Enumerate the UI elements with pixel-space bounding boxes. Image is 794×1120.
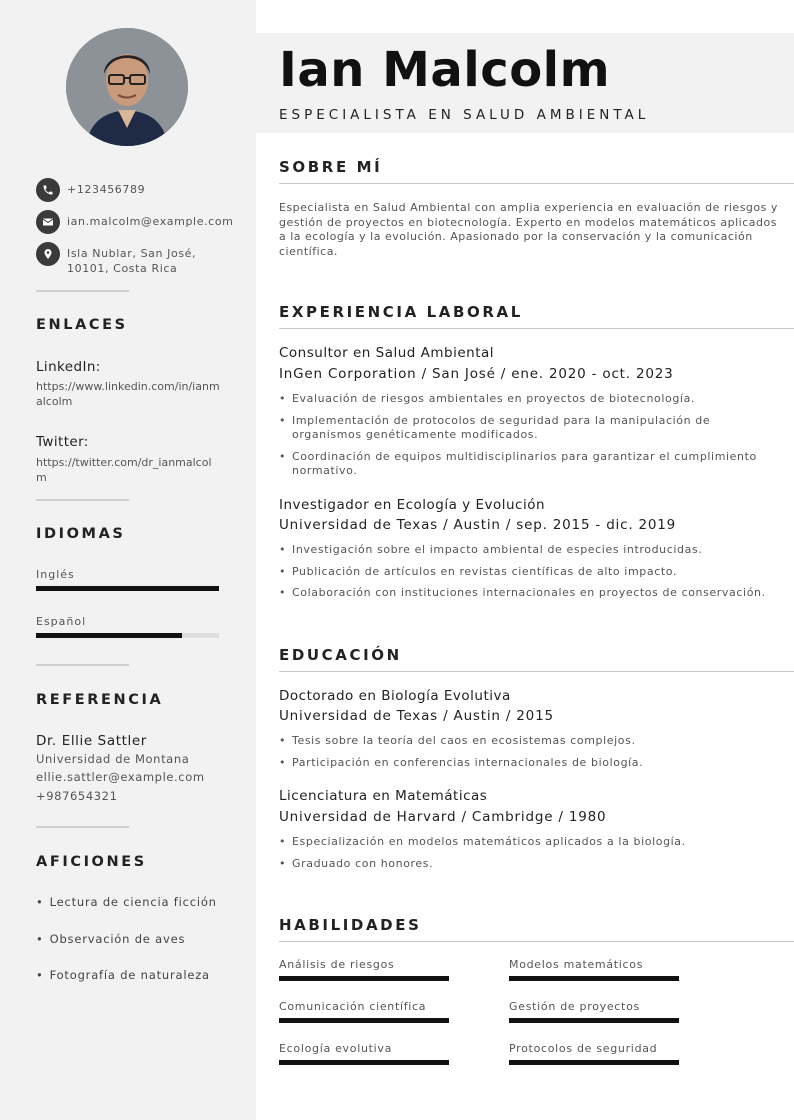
section-rule bbox=[279, 328, 794, 329]
links-heading: ENLACES bbox=[36, 317, 128, 333]
main-content bbox=[256, 0, 794, 1120]
contact-phone bbox=[36, 178, 246, 202]
hobby-item: • Lectura de ciencia ficción bbox=[36, 895, 217, 909]
twitter-link[interactable]: https://twitter.com/dr_ianmalcolm bbox=[36, 456, 212, 484]
degree-school: Universidad de Texas / Austin / 2015 bbox=[279, 708, 554, 724]
hobby-item: • Observación de aves bbox=[36, 932, 185, 946]
bullet-item: • Participación en conferencias internacionales de biología. bbox=[279, 756, 779, 771]
bullet-item: • Investigación sobre el impacto ambiental de especies introducidas. bbox=[279, 543, 779, 558]
skill-label: Ecología evolutiva bbox=[279, 1042, 393, 1055]
degree-title: Licenciatura en Matemáticas bbox=[279, 788, 488, 804]
skills-heading: HABILIDADES bbox=[279, 916, 422, 934]
about-heading: SOBRE MÍ bbox=[279, 158, 383, 176]
skill-fill bbox=[509, 976, 679, 981]
skill-fill bbox=[279, 1060, 449, 1065]
experience-heading: EXPERIENCIA LABORAL bbox=[279, 303, 523, 321]
language-label: Español bbox=[36, 615, 87, 628]
twitter-label: Twitter: bbox=[36, 434, 89, 450]
bullet-item: • Evaluación de riesgos ambientales en proyectos de biotecnología. bbox=[279, 392, 779, 407]
languages-heading: IDIOMAS bbox=[36, 526, 126, 542]
divider bbox=[36, 664, 129, 666]
reference-heading: REFERENCIA bbox=[36, 692, 164, 708]
skill-bar bbox=[279, 1060, 449, 1065]
language-level-fill bbox=[36, 633, 182, 638]
section-rule bbox=[279, 671, 794, 672]
language-label: Inglés bbox=[36, 568, 75, 581]
address-line-2: 10101, Costa Rica bbox=[67, 262, 178, 275]
section-rule bbox=[279, 941, 794, 942]
skill-bar bbox=[279, 1018, 449, 1023]
phone-text: +123456789 bbox=[67, 183, 146, 196]
reference-email: ellie.sattler@example.com bbox=[36, 770, 205, 784]
profile-photo bbox=[66, 28, 188, 146]
skill-bar bbox=[279, 976, 449, 981]
bullet-item: • Graduado con honores. bbox=[279, 857, 779, 872]
phone-icon bbox=[36, 178, 60, 202]
bullet-item: • Especialización en modelos matemáticos aplicados a la biología. bbox=[279, 835, 779, 850]
skill-label: Análisis de riesgos bbox=[279, 958, 395, 971]
job-title-entry: Consultor en Salud Ambiental bbox=[279, 345, 495, 361]
degree-school: Universidad de Harvard / Cambridge / 1980 bbox=[279, 809, 607, 825]
skill-label: Comunicación científica bbox=[279, 1000, 427, 1013]
skill-fill bbox=[509, 1018, 679, 1023]
address-text bbox=[67, 242, 196, 276]
skill-bar bbox=[509, 976, 679, 981]
sidebar bbox=[0, 0, 256, 1120]
job-bullets bbox=[279, 392, 779, 486]
skill-label: Protocolos de seguridad bbox=[509, 1042, 658, 1055]
skill-fill bbox=[279, 976, 449, 981]
contact-email bbox=[36, 210, 246, 234]
job-company: Universidad de Texas / Austin / sep. 2015 - dic. 2019 bbox=[279, 517, 677, 533]
contact-address bbox=[36, 242, 246, 276]
person-name: Ian Malcolm bbox=[279, 42, 611, 98]
job-title-entry: Investigador en Ecología y Evolución bbox=[279, 497, 546, 513]
reference-phone: +987654321 bbox=[36, 789, 118, 803]
divider bbox=[36, 499, 129, 501]
skill-fill bbox=[509, 1060, 679, 1065]
bullet-item: • Colaboración con instituciones internacionales en proyectos de conservación. bbox=[279, 586, 779, 601]
language-level-bar bbox=[36, 586, 219, 591]
education-heading: EDUCACIÓN bbox=[279, 646, 402, 664]
job-company: InGen Corporation / San José / ene. 2020 - oct. 2023 bbox=[279, 366, 674, 382]
contact-list bbox=[36, 178, 246, 284]
about-text: Especialista en Salud Ambiental con amplia experiencia en evaluación de riesgos y gestión de proyectos en biotecnología. Experto en modelos matemáticos aplicados a la ecología y la evolución. Apasionado por la conservación y la comunicación científica. bbox=[279, 201, 778, 258]
job-bullets bbox=[279, 543, 779, 608]
skill-label: Gestión de proyectos bbox=[509, 1000, 640, 1013]
skill-bar bbox=[509, 1060, 679, 1065]
bullet-item: • Coordinación de equipos multidisciplinarios para garantizar el cumplimiento normativo. bbox=[279, 450, 779, 479]
bullet-item: • Implementación de protocolos de seguridad para la manipulación de organismos genéticamente modificados. bbox=[279, 414, 779, 443]
language-level-fill bbox=[36, 586, 219, 591]
section-rule bbox=[279, 183, 794, 184]
job-title: ESPECIALISTA EN SALUD AMBIENTAL bbox=[279, 107, 650, 123]
divider bbox=[36, 826, 129, 828]
hobbies-heading: AFICIONES bbox=[36, 854, 147, 870]
degree-bullets bbox=[279, 835, 779, 878]
linkedin-link[interactable]: https://www.linkedin.com/in/ianmalcolm bbox=[36, 380, 220, 408]
hobby-item: • Fotografía de naturaleza bbox=[36, 968, 210, 982]
map-pin-icon bbox=[36, 242, 60, 266]
envelope-icon bbox=[36, 210, 60, 234]
degree-bullets bbox=[279, 734, 779, 777]
divider bbox=[36, 290, 129, 292]
linkedin-label: LinkedIn: bbox=[36, 359, 101, 375]
bullet-item: • Tesis sobre la teoría del caos en ecosistemas complejos. bbox=[279, 734, 779, 749]
email-text: ian.malcolm@example.com bbox=[67, 215, 234, 228]
degree-title: Doctorado en Biología Evolutiva bbox=[279, 688, 511, 704]
address-line-1: Isla Nublar, San José, bbox=[67, 247, 197, 260]
reference-org: Universidad de Montana bbox=[36, 752, 190, 766]
skill-bar bbox=[509, 1018, 679, 1023]
skill-fill bbox=[279, 1018, 449, 1023]
skill-label: Modelos matemáticos bbox=[509, 958, 644, 971]
bullet-item: • Publicación de artículos en revistas científicas de alto impacto. bbox=[279, 565, 779, 580]
language-level-bar bbox=[36, 633, 219, 638]
reference-name: Dr. Ellie Sattler bbox=[36, 733, 147, 749]
